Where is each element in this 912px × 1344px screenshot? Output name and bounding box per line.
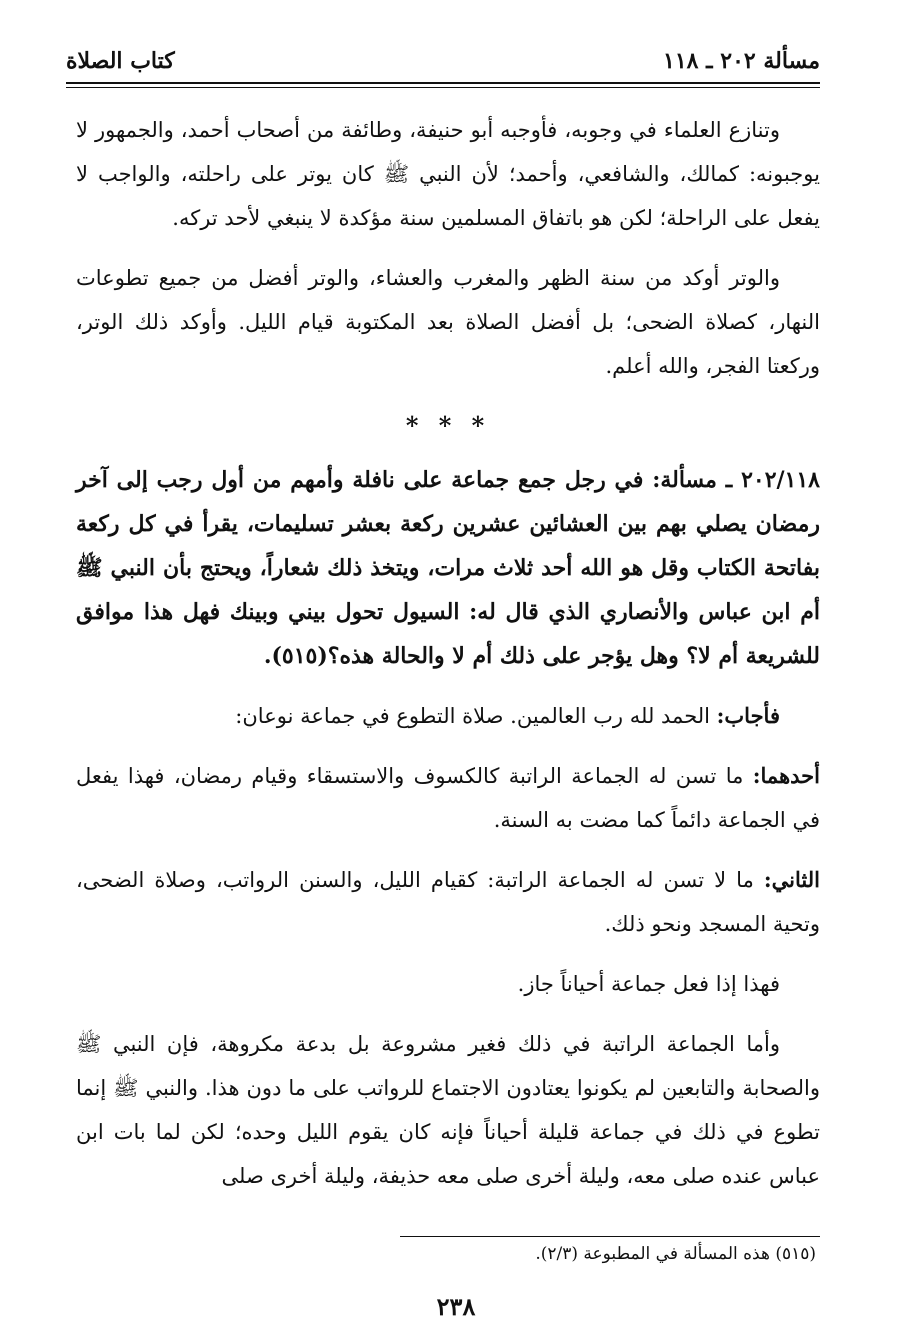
footnote-rule	[400, 1236, 820, 1237]
paragraph-occasional: فهذا إذا فعل جماعة أحياناً جاز.	[517, 972, 780, 996]
header-rule-thin	[66, 87, 820, 88]
header-rule-thick	[66, 82, 820, 84]
footnote: (٥١٥) هذه المسألة في المطبوعة (٢/٣).	[535, 1244, 816, 1264]
paragraph-witr-virtue: والوتر أوكد من سنة الظهر والمغرب والعشاء، والوتر أفضل من جميع تطوعات النهار، كصلاة الضحى؛ بل أفضل الصلاة بعد المكتوبة قيام الليل. وأوكد ذلك الوتر، وركعتا الفجر، والله أعلم.	[76, 266, 820, 378]
page-number: ٢٣٨	[436, 1292, 476, 1321]
second-type-paragraph	[76, 858, 820, 946]
main-text	[76, 108, 820, 1214]
section-separator: * * *	[405, 411, 491, 440]
answer-lead: فأجاب:	[716, 703, 780, 728]
question-paragraph: ٢٠٢/١١٨ ـ مسألة: في رجل جمع جماعة على نافلة وأمهم من أول رجب إلى آخر رمضان يصلي بهم بين العشائين عشرين ركعة بعشر تسليمات، يقرأ في كل ركعة بفاتحة الكتاب وقل هو الله أحد ثلاث مرات، ويتخذ ذلك شعاراً، ويحتج بأن النبي ﷺ أم ابن عباس والأنصاري الذي قال له: السيول تحول بيني وبينك فهل هذا موافق للشريعة أم لا؟ وهل يؤجر على ذلك أم لا والحالة هذه؟(٥١٥).	[76, 467, 820, 669]
answer-paragraph	[76, 694, 820, 738]
answer-text: الحمد لله رب العالمين. صلاة التطوع في جماعة نوعان:	[235, 704, 717, 728]
first-type-text: ما تسن له الجماعة الراتبة كالكسوف والاستسقاء وقيام رمضان، فهذا يفعل في الجماعة دائماً كما مضت به السنة.	[76, 764, 820, 832]
second-type-text: ما لا تسن له الجماعة الراتبة: كقيام الليل، والسنن الرواتب، وصلاة الضحى، وتحية المسجد ونحو ذلك.	[76, 868, 820, 936]
section-title: مسألة ٢٠٢ ـ ١١٨	[663, 48, 820, 74]
first-type-lead: أحدهما:	[752, 763, 820, 788]
book-title: كتاب الصلاة	[66, 48, 175, 74]
first-type-paragraph	[76, 754, 820, 842]
second-type-lead: الثاني:	[763, 867, 820, 892]
paragraph-regular-congregation: وأما الجماعة الراتبة في ذلك فغير مشروعة بل بدعة مكروهة، فإن النبي ﷺ والصحابة والتابعين لم يكونوا يعتادون الاجتماع للرواتب على ما دون هذا. والنبي ﷺ إنما تطوع في ذلك في جماعة قليلة أحياناً فإنه كان يقوم الليل وحده؛ لكن لما بات ابن عباس عنده صلى معه، وليلة أخرى صلى معه حذيفة، وليلة أخرى صلى	[76, 1032, 820, 1188]
running-header	[66, 42, 820, 82]
paragraph-witr-obligation: وتنازع العلماء في وجوبه، فأوجبه أبو حنيفة، وطائفة من أصحاب أحمد، والجمهور لا يوجبونه: كمالك، والشافعي، وأحمد؛ لأن النبي ﷺ كان يوتر على راحلته، والواجب لا يفعل على الراحلة؛ لكن هو باتفاق المسلمين سنة مؤكدة لا ينبغي لأحد تركه.	[76, 118, 820, 230]
